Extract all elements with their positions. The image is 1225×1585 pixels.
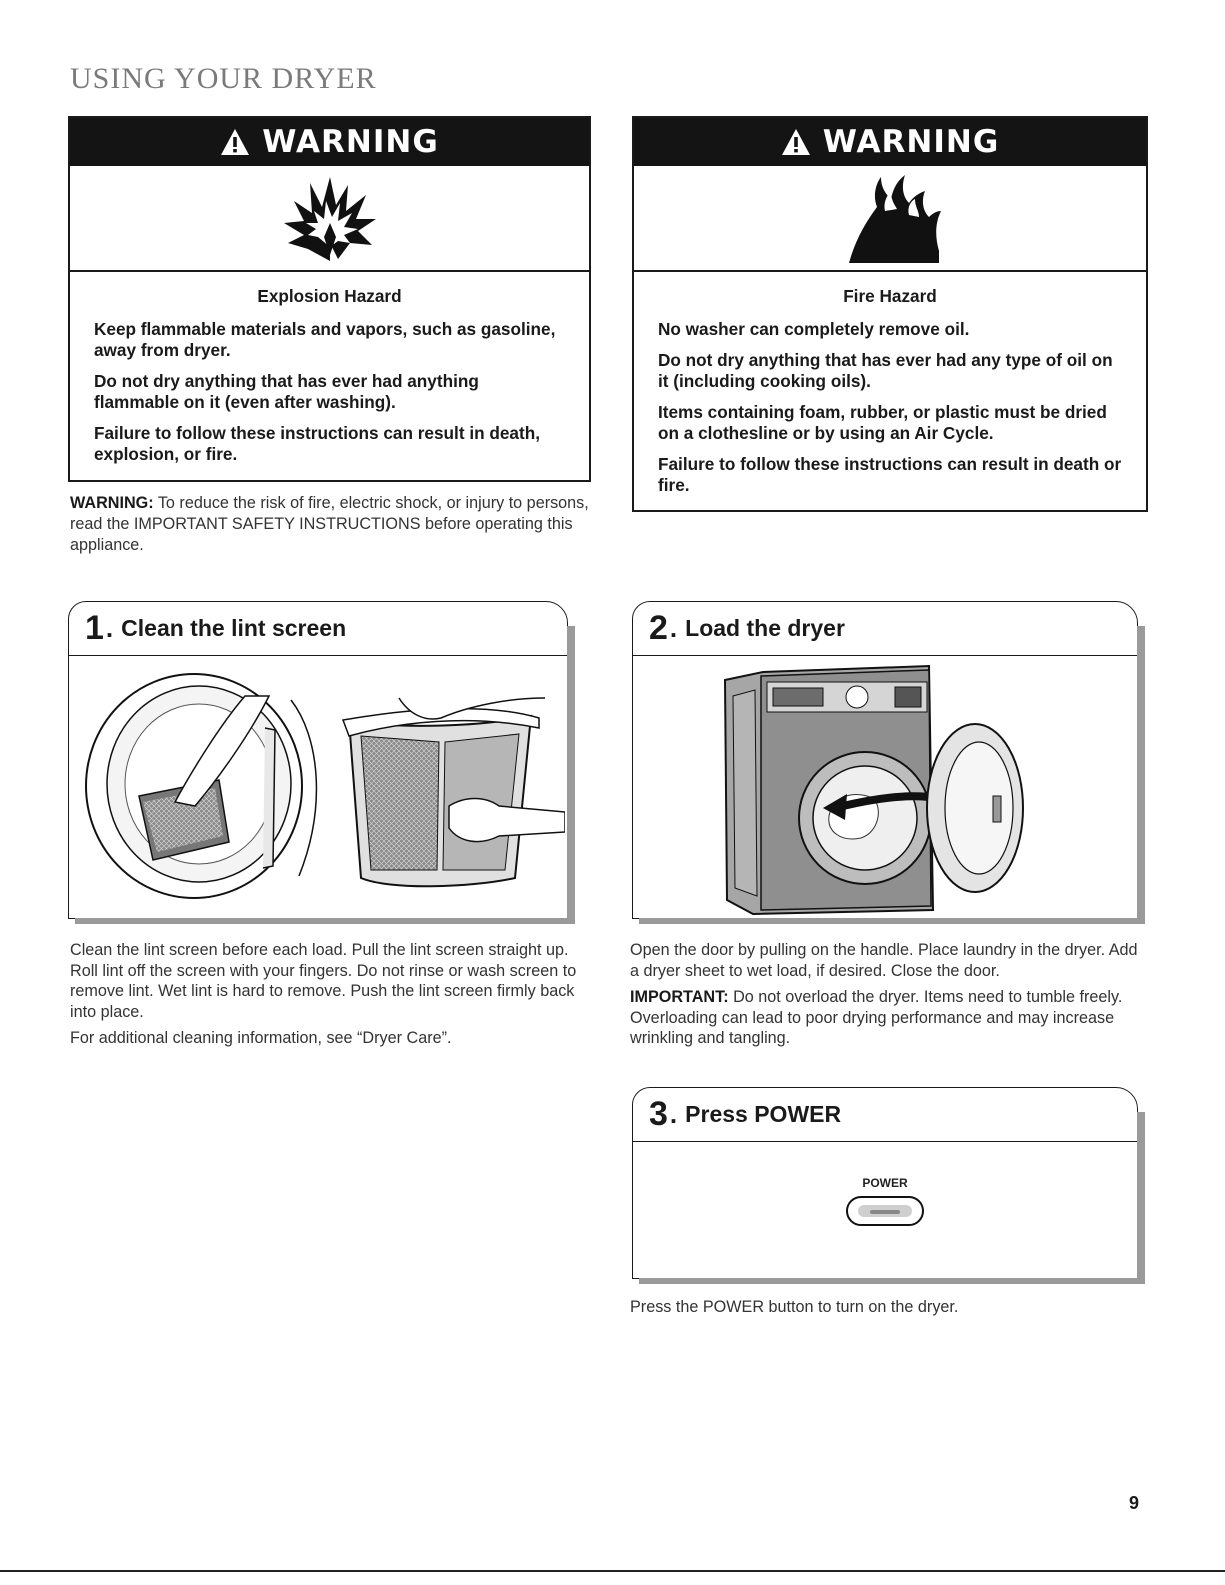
warning-header: [634, 118, 1146, 166]
page-title: USING YOUR DRYER: [70, 62, 377, 95]
warning-triangle-icon: [220, 127, 250, 157]
hazard-title: Explosion Hazard: [257, 286, 402, 306]
step-title-label: Load the dryer: [685, 615, 845, 641]
power-button-illustration: [633, 1176, 1137, 1231]
step-number: 2: [649, 609, 668, 647]
important-label: IMPORTANT:: [630, 988, 729, 1006]
step-3-panel: [632, 1087, 1138, 1279]
step-paragraph: For additional cleaning information, see “Dryer Care”.: [70, 1029, 452, 1047]
important-text: Do not overload the dryer. Items need to tumble freely. Overloading can lead to poor drying performance and may increase wrinkling and tangling.: [630, 988, 1123, 1047]
step-1-text: [70, 940, 580, 1055]
warning-line: Do not dry anything that has ever had any type of oil on it (including cooking oils).: [658, 350, 1113, 391]
lint-screen-illustration: [69, 656, 565, 916]
warning-triangle-icon: [781, 127, 811, 157]
step-2-text: [630, 940, 1150, 1055]
warning-line: Items containing foam, rubber, or plastic must be dried on a clothesline or by using an Air Cycle.: [658, 402, 1107, 443]
power-button-label: POWER: [862, 1176, 908, 1190]
step-title: 3 . Press POWER: [633, 1088, 1137, 1142]
safety-note-text: To reduce the risk of fire, electric shock, or injury to persons, read the IMPORTANT SAFETY INSTRUCTIONS before operating this appliance.: [70, 494, 589, 554]
step-number: 1: [85, 609, 104, 647]
warning-line: Failure to follow these instructions can result in death or fire.: [658, 454, 1122, 495]
warning-line: No washer can completely remove oil.: [658, 319, 970, 339]
step-1-panel: [68, 601, 568, 919]
step-paragraph: Open the door by pulling on the handle. Place laundry in the dryer. Add a dryer sheet to wet load, if desired. Close the door.: [630, 941, 1138, 980]
step-3-text: [630, 1297, 1150, 1324]
hazard-title: Fire Hazard: [843, 286, 937, 306]
step-title: 1 . Clean the lint screen: [69, 602, 567, 656]
warning-line: Do not dry anything that has ever had anything flammable on it (even after washing).: [94, 371, 479, 412]
fire-icon: [835, 171, 945, 266]
safety-note-label: WARNING:: [70, 494, 154, 512]
step-number: 3: [649, 1095, 668, 1133]
explosion-icon: [280, 173, 380, 263]
step-paragraph: Clean the lint screen before each load. Pull the lint screen straight up. Roll lint off the screen with your fingers. Do not rinse or wash screen to remove lint. Wet lint is hard to remove. Push the lint screen firmly back into place.: [70, 941, 577, 1021]
warning-line: Failure to follow these instructions can result in death, explosion, or fire.: [94, 423, 540, 464]
safety-note: [70, 493, 590, 556]
warning-header: [70, 118, 589, 166]
step-important: [630, 987, 1150, 1049]
warning-header-label: WARNING: [262, 124, 439, 160]
page-number: 9: [1128, 1493, 1139, 1513]
step-title-label: Clean the lint screen: [121, 615, 347, 641]
warning-header-label: WARNING: [822, 124, 1000, 160]
explosion-warning-box: [68, 116, 591, 482]
power-button[interactable]: [846, 1196, 924, 1226]
step-title: 2 . Load the dryer: [633, 602, 1137, 656]
fire-warning-box: [632, 116, 1148, 512]
step-title-label: Press POWER: [685, 1101, 842, 1127]
warning-line: Keep flammable materials and vapors, such as gasoline, away from dryer.: [94, 319, 556, 360]
step-2-panel: [632, 601, 1138, 919]
load-dryer-illustration: [633, 656, 1133, 916]
bottom-rule: [0, 1570, 1225, 1572]
step-paragraph: Press the POWER button to turn on the dryer.: [630, 1298, 959, 1316]
